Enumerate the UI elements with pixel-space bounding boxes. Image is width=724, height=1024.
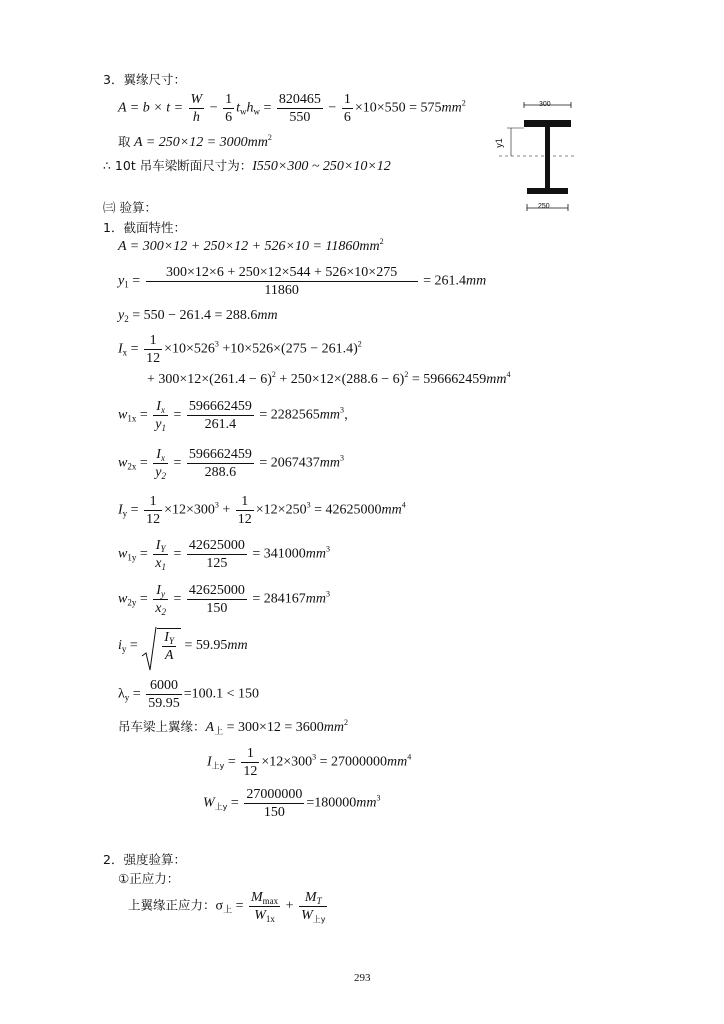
equation-flange-area: A = b × t = $\frac{W}{h}$ − $\frac{1}{6}$ $t_wh_w$ = $\frac{820465}{550}$ − $\frac{1}{6}$ $\times 10\times 550 = 575mm^2$ [118,92,466,125]
equation-upper-flange-stress: 上翼缘正应力：$\sigma_上$ = $\frac{M_{max}}{W_{1x}}$ + $\frac{M_T}{W_{上y}}$ [128,890,326,924]
equation-w2y: $w_{2y}$ = $\frac{I_y}{x_2}$ = $\frac{42625000}{150}$ = $284167mm^3$ [118,583,331,617]
section-heading-check: ㈢ 验算： [103,200,157,215]
equation-w2x: $w_{2x}$ = $\frac{I_x}{y_2}$ = $\frac{596662459}{288.6}$ = $2067437mm^3$ [118,447,345,481]
equation-w1x: $w_{1x}$ = $\frac{I_x}{y_1}$ = $\frac{596662459}{261.4}$ = $2282565mm^3$， [118,399,357,433]
section-heading-flange-size: 3．翼缘尺寸： [103,72,186,87]
conclusion-section-dims: ∴ 10t 吊车梁断面尺寸为：I550×300 ~ 250×10×12 [103,158,391,174]
equation-y1: $y_1$ = $\frac{300\times 12\times 6 + 250\times 12\times 544 + 526\times 10\times 275}{11860}$ = 261.4mm [118,265,487,298]
equation-ix-line1: $I_x$ = $\frac{1}{12}$ $\times 10\times 526^3 +10\times 526\times(275 - 261.4)^2$ [118,333,362,366]
section-heading-strength: 2．强度验算： [103,852,186,867]
equation-total-area: $A = 300\times 12 + 250\times 12 + 526\times 10 = 11860mm^2$ [118,237,384,254]
subheading-section-properties: 1．截面特性： [103,220,186,235]
equation-upper-flange-modulus: $W_{上y}$ = $\frac{27000000}{150}$ $=180000mm^3$ [203,787,381,820]
equation-w1y: $w_{1y}$ = $\frac{I_Y}{x_1}$ = $\frac{42625000}{125}$ = $341000mm^3$ [118,538,331,572]
equation-upper-flange-inertia: $I_{上y}$ = $\frac{1}{12}$ $\times 12\times 300^3 = 27000000mm^4$ [207,746,412,779]
diagram-top-width: 300 [539,101,551,108]
diagram-y1-label: y1 [493,138,504,148]
diagram-bottom-width: 250 [538,203,550,210]
page-number: 293 [354,972,371,984]
equation-upper-flange-area: 吊车梁上翼缘：$A_上 = 300\times 12 = 3600mm^2$ [118,718,349,737]
equation-iy: $I_y$ = $\frac{1}{12}$ $\times 12\times 300^3$ + $\frac{1}{12}$ $\times 12\times 250^3 = 42625000mm^4$ [118,494,406,527]
equation-ix-line2: + $300\times 12\times(261.4 - 6)^2 + 250\times 12\times(288.6 - 6)^2 = 596662459mm^4$ [147,370,511,387]
i-beam-section-diagram [493,100,583,215]
equation-slenderness: $\lambda_y$ = $\frac{6000}{59.95}$ =100.1 < 150 [118,678,259,711]
equation-take-area: 取 $A = 250\times 12 = 3000mm^2$ [118,133,272,150]
equation-radius-gyration: $i_y$ = $\frac{I_Y}{A}$ = 59.95mm [118,628,248,664]
equation-y2: $y_2 = 550 - 261.4 = 288.6mm$ [118,308,278,324]
subheading-normal-stress: ①正应力： [118,871,180,886]
